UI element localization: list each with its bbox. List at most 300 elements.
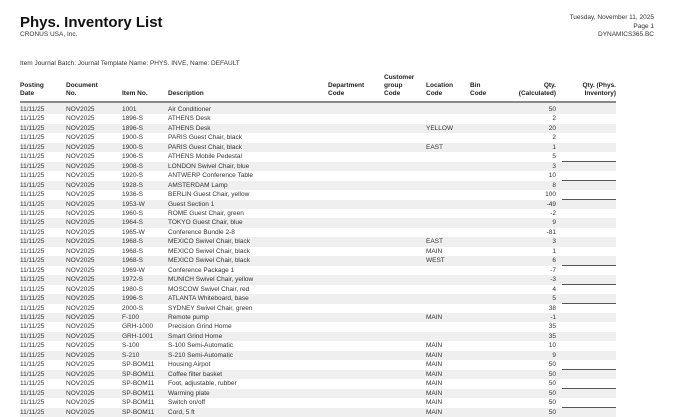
entry-line[interactable] [562, 219, 616, 228]
cell-qty-calculated: 5 [506, 294, 556, 303]
cell-document-no: NOV2025 [66, 342, 95, 350]
entry-line[interactable] [562, 228, 616, 237]
cell-qty-phys-inventory[interactable] [556, 408, 616, 417]
cell-department-code [328, 218, 384, 227]
cell-location-code [426, 152, 470, 161]
table-row [20, 360, 616, 369]
cell-description: BERLIN Guest Chair, yellow [168, 191, 250, 199]
cell-department-code [328, 398, 384, 407]
cell-customer-group-code [384, 341, 426, 350]
entry-line[interactable] [562, 162, 616, 171]
entry-line[interactable] [562, 332, 616, 341]
cell-location-code [426, 228, 470, 237]
cell-qty-calculated: 10 [548, 172, 556, 180]
entry-line[interactable] [562, 285, 616, 294]
entry-line[interactable] [562, 247, 616, 256]
cell-item-no: 1908-S [122, 162, 168, 171]
cell-location-code: MAIN [426, 313, 470, 322]
cell-document-no: NOV2025 [66, 162, 122, 171]
cell-posting-date: 11/11/25 [20, 162, 66, 171]
cell-item-no: 1968-S [122, 256, 168, 265]
batch-filter: Item Journal Batch: Journal Template Name: PHYS. INVE, Name: DEFAULT [20, 60, 240, 67]
cell-posting-date: 11/11/25 [20, 408, 66, 417]
cell-bin-code [470, 398, 506, 407]
cell-document-no: NOV2025 [66, 389, 122, 398]
cell-qty-phys-inventory[interactable] [556, 247, 616, 256]
cell-document-no: NOV2025 [66, 361, 95, 369]
cell-qty-calculated: -81 [546, 228, 556, 236]
cell-department-code [328, 370, 384, 379]
cell-posting-date: 11/11/25 [20, 191, 45, 199]
table-row [20, 322, 616, 331]
entry-line[interactable] [562, 209, 616, 218]
cell-posting-date: 11/11/25 [20, 247, 45, 255]
cell-posting-date: 11/11/25 [20, 134, 45, 142]
cell-qty-calculated: -49 [506, 200, 556, 209]
cell-item-no: 1996-S [122, 294, 168, 303]
cell-customer-group-code [384, 237, 426, 246]
cell-document-no: NOV2025 [66, 115, 95, 123]
entry-line[interactable] [562, 152, 616, 161]
col-document-no: Document No. [66, 74, 122, 102]
cell-qty-phys-inventory[interactable] [556, 370, 616, 379]
cell-customer-group-code [384, 389, 426, 398]
cell-location-code: EAST [426, 143, 470, 152]
cell-document-no: NOV2025 [66, 247, 95, 255]
cell-customer-group-code [384, 304, 426, 313]
cell-location-code: MAIN [426, 351, 470, 360]
cell-qty-phys-inventory[interactable] [556, 209, 616, 218]
cell-department-code [328, 190, 384, 199]
cell-location-code: MAIN [426, 408, 470, 417]
cell-qty-phys-inventory[interactable] [556, 124, 616, 133]
cell-bin-code [470, 370, 506, 379]
entry-line[interactable] [562, 304, 616, 313]
cell-item-no: 1896-S [122, 115, 143, 123]
cell-description: Foot, adjustable, rubber [168, 380, 237, 388]
cell-item-no: GRH-1001 [122, 332, 168, 341]
entry-line[interactable] [562, 171, 616, 180]
table-row [20, 266, 616, 275]
entry-line[interactable] [562, 370, 616, 379]
cell-qty-calculated: 50 [506, 102, 556, 114]
cell-bin-code [470, 124, 506, 133]
col-description: Description [168, 74, 328, 102]
cell-posting-date: 11/11/25 [20, 200, 66, 209]
cell-posting-date: 11/11/25 [20, 294, 66, 303]
cell-qty-phys-inventory[interactable] [556, 266, 616, 275]
cell-document-no: NOV2025 [66, 102, 122, 114]
cell-location-code: MAIN [426, 247, 443, 255]
cell-posting-date: 11/11/25 [20, 102, 66, 114]
cell-posting-date: 11/11/25 [20, 266, 45, 274]
cell-qty-phys-inventory[interactable] [556, 200, 616, 209]
table-row [20, 398, 616, 407]
cell-department-code [328, 152, 384, 161]
cell-bin-code [470, 285, 506, 294]
cell-qty-phys-inventory[interactable] [556, 152, 616, 161]
cell-location-code [426, 304, 470, 313]
cell-description: Conference Bundle 2-8 [168, 228, 235, 236]
cell-description: MEXICO Swivel Chair, black [168, 256, 328, 265]
entry-line[interactable] [562, 294, 616, 303]
cell-department-code [328, 256, 384, 265]
cell-document-no: NOV2025 [66, 228, 95, 236]
table-row [20, 190, 616, 199]
cell-qty-phys-inventory[interactable] [556, 256, 616, 265]
cell-posting-date: 11/11/25 [20, 351, 66, 360]
cell-qty-phys-inventory[interactable] [556, 133, 616, 142]
table-row [20, 408, 616, 417]
cell-qty-calculated: 50 [506, 408, 556, 417]
entry-line[interactable] [562, 389, 616, 398]
table-row [20, 102, 616, 114]
cell-qty-phys-inventory[interactable] [556, 171, 616, 180]
cell-customer-group-code [384, 228, 426, 237]
table-row [20, 351, 616, 360]
cell-location-code [426, 133, 470, 142]
cell-document-no: NOV2025 [66, 408, 122, 417]
entry-line[interactable] [562, 181, 616, 190]
cell-qty-calculated: 6 [506, 256, 556, 265]
cell-posting-date: 11/11/25 [20, 124, 66, 133]
cell-qty-calculated: -7 [550, 266, 556, 274]
cell-customer-group-code [384, 360, 426, 369]
cell-qty-calculated: -3 [506, 275, 556, 284]
cell-qty-phys-inventory[interactable] [556, 322, 616, 331]
cell-location-code [426, 171, 470, 180]
entry-line[interactable] [562, 323, 616, 332]
cell-bin-code [470, 389, 506, 398]
cell-location-code [426, 285, 470, 294]
cell-description: Air Conditioner [168, 102, 328, 114]
cell-document-no: NOV2025 [66, 399, 95, 407]
cell-item-no: 1896-S [122, 124, 168, 133]
entry-line[interactable] [562, 342, 616, 351]
cell-qty-phys-inventory[interactable] [556, 275, 616, 284]
col-qty-phys-inventory: Qty. (Phys. Inventory) [556, 74, 616, 102]
page-number: Page 1 [633, 22, 654, 30]
cell-location-code [426, 209, 470, 218]
cell-item-no: 1953-W [122, 200, 168, 209]
col-location-code: Location Code [426, 74, 470, 102]
table-header [20, 74, 616, 102]
cell-posting-date: 11/11/25 [20, 370, 66, 379]
cell-description: MOSCOW Swivel Chair, red [168, 285, 250, 293]
cell-qty-phys-inventory[interactable] [556, 114, 616, 123]
cell-item-no: 1960-S [122, 209, 143, 217]
cell-posting-date: 11/11/25 [20, 275, 66, 284]
cell-posting-date: 11/11/25 [20, 342, 45, 350]
cell-bin-code [470, 304, 506, 313]
cell-qty-calculated: 10 [548, 342, 556, 350]
cell-bin-code [470, 228, 506, 237]
cell-location-code: MAIN [426, 342, 443, 350]
cell-qty-calculated: -2 [550, 209, 556, 217]
cell-document-no: NOV2025 [66, 266, 95, 274]
cell-qty-calculated: 50 [506, 370, 556, 379]
cell-customer-group-code [384, 256, 426, 265]
cell-customer-group-code [384, 322, 426, 331]
cell-qty-phys-inventory[interactable] [556, 351, 616, 360]
cell-customer-group-code [384, 247, 426, 256]
entry-line[interactable] [562, 379, 616, 388]
cell-department-code [328, 228, 384, 237]
cell-qty-phys-inventory[interactable] [556, 398, 616, 407]
cell-document-no: NOV2025 [66, 172, 95, 180]
cell-bin-code [470, 102, 506, 114]
cell-description: Smart Grind Home [168, 332, 328, 341]
cell-bin-code [470, 209, 506, 218]
cell-bin-code [470, 266, 506, 275]
cell-document-no: NOV2025 [66, 380, 95, 388]
cell-qty-phys-inventory[interactable] [556, 162, 616, 171]
cell-department-code [328, 304, 384, 313]
cell-location-code: MAIN [426, 389, 470, 398]
entry-line[interactable] [562, 115, 616, 124]
cell-posting-date: 11/11/25 [20, 153, 45, 161]
cell-item-no: 1969-W [122, 266, 145, 274]
cell-qty-calculated: 3 [506, 162, 556, 171]
table-row [20, 218, 616, 227]
cell-item-no: S-210 [122, 351, 168, 360]
cell-bin-code [470, 294, 506, 303]
cell-bin-code [470, 143, 506, 152]
entry-line[interactable] [562, 275, 616, 284]
cell-item-no: SP-BOM11 [122, 361, 155, 369]
cell-posting-date: 11/11/25 [20, 361, 45, 369]
cell-qty-phys-inventory[interactable] [556, 389, 616, 398]
cell-item-no: 1964-S [122, 218, 168, 227]
cell-bin-code [470, 190, 506, 199]
cell-document-no: NOV2025 [66, 237, 122, 246]
cell-location-code: MAIN [426, 361, 443, 369]
cell-customer-group-code [384, 200, 426, 209]
cell-document-no: NOV2025 [66, 313, 122, 322]
cell-qty-calculated: 2 [552, 134, 556, 142]
entry-line[interactable] [562, 351, 616, 360]
cell-department-code [328, 162, 384, 171]
cell-qty-phys-inventory[interactable] [556, 379, 616, 388]
cell-item-no: 1906-S [122, 153, 143, 161]
cell-qty-phys-inventory[interactable] [556, 360, 616, 369]
cell-document-no: NOV2025 [66, 124, 122, 133]
entry-line[interactable] [562, 124, 616, 133]
server-name: DYNAMICS365.BC [598, 31, 654, 38]
col-qty-calculated: Qty. (Calculated) [506, 74, 556, 102]
cell-qty-phys-inventory[interactable] [556, 237, 616, 246]
cell-department-code [328, 114, 384, 123]
table-row [20, 389, 616, 398]
cell-department-code [328, 285, 384, 294]
entry-line[interactable] [562, 134, 616, 143]
cell-qty-phys-inventory[interactable] [556, 313, 616, 322]
cell-department-code [328, 275, 384, 284]
cell-location-code: WEST [426, 256, 470, 265]
table-row [20, 162, 616, 171]
cell-customer-group-code [384, 218, 426, 227]
cell-posting-date: 11/11/25 [20, 237, 66, 246]
cell-item-no: SP-BOM11 [122, 370, 168, 379]
cell-department-code [328, 408, 384, 417]
table-row [20, 152, 616, 161]
cell-description: PARIS Guest Chair, black [168, 134, 242, 142]
cell-qty-phys-inventory[interactable] [556, 218, 616, 227]
cell-item-no: SP-BOM11 [122, 399, 155, 407]
cell-qty-phys-inventory[interactable] [556, 341, 616, 350]
cell-description: Switch on/off [168, 399, 206, 407]
cell-customer-group-code [384, 209, 426, 218]
cell-description: Guest Section 1 [168, 200, 328, 209]
cell-qty-calculated: 35 [548, 323, 556, 331]
entry-line[interactable] [562, 398, 616, 407]
table-row [20, 304, 616, 313]
cell-description: Housing Airpot [168, 361, 211, 369]
cell-department-code [328, 351, 384, 360]
cell-bin-code [470, 133, 506, 142]
cell-description: PARIS Guest Chair, black [168, 143, 328, 152]
cell-location-code [426, 218, 470, 227]
table-row [20, 370, 616, 379]
cell-qty-calculated: 35 [506, 332, 556, 341]
cell-customer-group-code [384, 190, 426, 199]
cell-document-no: NOV2025 [66, 370, 122, 379]
entry-line[interactable] [562, 238, 616, 247]
cell-document-no: NOV2025 [66, 134, 95, 142]
cell-bin-code [470, 379, 506, 388]
report-date: Tuesday, November 11, 2025 [569, 14, 654, 21]
cell-qty-calculated: 50 [506, 389, 556, 398]
cell-qty-phys-inventory[interactable] [556, 190, 616, 199]
cell-bin-code [470, 162, 506, 171]
cell-bin-code [470, 256, 506, 265]
table-row [20, 332, 616, 341]
cell-customer-group-code [384, 379, 426, 388]
cell-bin-code [470, 247, 506, 256]
cell-qty-calculated: 4 [552, 285, 556, 293]
cell-document-no: NOV2025 [66, 218, 122, 227]
cell-item-no: 2000-S [122, 304, 143, 312]
cell-qty-phys-inventory[interactable] [556, 143, 616, 152]
cell-posting-date: 11/11/25 [20, 323, 45, 331]
entry-line[interactable] [562, 360, 616, 369]
cell-item-no: S-100 [122, 342, 140, 350]
cell-posting-date: 11/11/25 [20, 380, 45, 388]
table-row [20, 133, 616, 142]
cell-location-code [426, 266, 470, 275]
cell-customer-group-code [384, 351, 426, 360]
cell-description: ATHENS Desk [168, 115, 211, 123]
entry-line[interactable] [562, 408, 616, 417]
cell-qty-phys-inventory[interactable] [556, 102, 616, 114]
report-title: Phys. Inventory List [20, 14, 163, 31]
cell-description: S-210 Semi-Automatic [168, 351, 328, 360]
cell-department-code [328, 341, 384, 350]
cell-description: Cord, 5 ft [168, 408, 328, 417]
cell-qty-phys-inventory[interactable] [556, 181, 616, 190]
cell-description: ATHENS Mobile Pedestal [168, 153, 242, 161]
cell-description: ATHENS Desk [168, 124, 328, 133]
cell-customer-group-code [384, 152, 426, 161]
cell-department-code [328, 247, 384, 256]
table-row [20, 209, 616, 218]
cell-document-no: NOV2025 [66, 285, 95, 293]
cell-department-code [328, 294, 384, 303]
cell-department-code [328, 360, 384, 369]
cell-qty-phys-inventory[interactable] [556, 294, 616, 303]
entry-line[interactable] [562, 313, 616, 322]
col-department-code: Department Code [328, 74, 384, 102]
cell-document-no: NOV2025 [66, 209, 95, 217]
cell-document-no: NOV2025 [66, 332, 122, 341]
cell-bin-code [470, 341, 506, 350]
entry-line[interactable] [562, 200, 616, 209]
entry-line[interactable] [562, 266, 616, 275]
cell-bin-code [470, 275, 506, 284]
cell-customer-group-code [384, 133, 426, 142]
table-row [20, 341, 616, 350]
table-row [20, 181, 616, 190]
cell-qty-calculated: 1 [506, 143, 556, 152]
cell-customer-group-code [384, 181, 426, 190]
entry-line[interactable] [562, 105, 616, 114]
cell-customer-group-code [384, 313, 426, 322]
cell-department-code [328, 181, 384, 190]
cell-qty-phys-inventory[interactable] [556, 285, 616, 294]
cell-department-code [328, 237, 384, 246]
cell-qty-calculated: 50 [548, 361, 556, 369]
cell-item-no: GRH-1000 [122, 323, 154, 331]
cell-description: ATLANTA Whiteboard, base [168, 294, 328, 303]
entry-line[interactable] [562, 190, 616, 199]
cell-customer-group-code [384, 114, 426, 123]
cell-qty-phys-inventory[interactable] [556, 332, 616, 341]
cell-department-code [328, 171, 384, 180]
company-name: CRONUS USA, Inc. [20, 31, 78, 38]
cell-qty-phys-inventory[interactable] [556, 304, 616, 313]
cell-customer-group-code [384, 124, 426, 133]
cell-document-no: NOV2025 [66, 191, 95, 199]
cell-posting-date: 11/11/25 [20, 389, 66, 398]
cell-customer-group-code [384, 398, 426, 407]
col-bin-code: Bin Code [470, 74, 506, 102]
cell-description: Conference Package 1 [168, 266, 235, 274]
cell-location-code [426, 181, 470, 190]
entry-line[interactable] [562, 256, 616, 265]
col-customer-group-code: Customer group Code [384, 74, 426, 102]
cell-description: ANTWERP Conference Table [168, 172, 254, 180]
cell-bin-code [470, 360, 506, 369]
table-row [20, 256, 616, 265]
cell-department-code [328, 332, 384, 341]
cell-customer-group-code [384, 143, 426, 152]
table-row [20, 143, 616, 152]
cell-posting-date: 11/11/25 [20, 304, 45, 312]
inventory-table [20, 74, 616, 417]
cell-customer-group-code [384, 332, 426, 341]
cell-item-no: SP-BOM11 [122, 380, 155, 388]
cell-qty-calculated: 5 [552, 153, 556, 161]
cell-bin-code [470, 181, 506, 190]
cell-customer-group-code [384, 285, 426, 294]
cell-description: ROME Guest Chair, green [168, 209, 244, 217]
cell-item-no: 1928-S [122, 181, 168, 190]
cell-item-no: SP-BOM11 [122, 389, 168, 398]
cell-qty-phys-inventory[interactable] [556, 228, 616, 237]
entry-line[interactable] [562, 143, 616, 152]
cell-description: LONDON Swivel Chair, blue [168, 162, 328, 171]
cell-qty-calculated: 9 [506, 351, 556, 360]
